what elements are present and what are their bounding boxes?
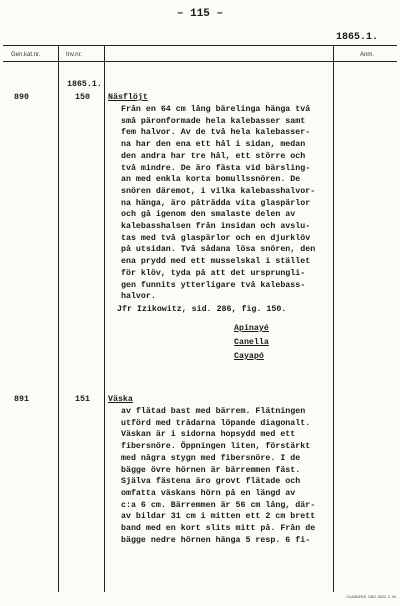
description-line: halvor. [121,292,156,302]
reference-line: Jfr Izikowitz, sid. 286, fig. 150. [117,305,287,314]
description-line: med några stygn med fibersnöre. I de [121,453,301,463]
description-line: fem halvor. Av de två hela kalebasser- [121,128,311,138]
description-line: kalebasshalsen från insidan och avslu- [121,222,311,231]
column-header-anm: Anm. [360,52,375,58]
description-line: fibersnöre. Öppningen liten, förstärkt [121,442,311,452]
description-line: an med enkla korta bomullssnören. De [121,175,301,185]
description-line: snören däremot, i vilka kalebasshalvor- [121,186,316,196]
description-line: Från en 64 cm lång bärelinga hänga två [121,105,311,114]
description-line: na har den ena ett hål i sidan, medan [121,140,306,150]
tribe-name: Apinayé [234,324,269,333]
column-header-inv: Inv.nr. [66,52,82,58]
gen-kat-number: 891 [14,395,29,404]
column-divider-1 [58,45,59,592]
description-line: Själva fästena äro grovt flätade och [121,477,301,487]
description-line: bägge övre hörnen är bärremmen fäst. [121,465,301,475]
description-line: små päronformade hela kalebasser samt [121,116,306,126]
header-top-rule [3,45,397,46]
description-line: Väskan är i sidorna hopsydd med ett [121,430,296,440]
description-line: av flätad bast med bärrem. Flätningen [121,407,306,416]
gen-kat-number: 890 [14,93,29,102]
description-line: omfatta väskans hörn på en längd av [121,488,296,498]
column-divider-2 [104,45,105,592]
description-line: för klöv, tyda på att det ursprungli- [121,268,306,278]
description-line: tas med två glaspärlor och en djurklöv [121,233,311,243]
description-line: na hänga, äro påträdda vita glaspärlor [121,198,311,208]
inv-number: 151 [75,395,90,404]
description-line: band med en kort slits mitt på. Från de [121,524,316,533]
description-line: på utsidan. Två sådana lösa snören, den [121,245,316,255]
description-line: ena prydd med ett musselskal i stället [121,257,311,267]
column-divider-3 [333,45,334,592]
page-number: – 115 – [176,8,224,20]
description-line: den andra har tre hål, ett större och [121,151,306,161]
inv-year: 1865.1. [67,80,102,89]
entry-title: Näsflöjt [108,93,148,102]
accession-ref: 1865.1. [335,32,378,43]
description-line: c:a 6 cm. Bärremmen är 56 cm lång, där- [121,500,316,510]
description-line: av bildar 31 cm i mitten ett 2 cm brett [121,512,316,522]
description-line: gen funnits ytterligare två kalebass- [121,280,306,290]
column-header-gen-kat: Gen.kat.nr. [11,52,41,58]
printer-stamp: CLANDERS. GBG. 6522. 2. 54. [346,595,397,599]
description-line: utförd med trådarna löpande diagonalt. [121,418,311,428]
tribe-name: Cayapó [234,352,264,361]
inv-number: 150 [75,93,90,102]
header-bottom-rule [3,61,397,62]
entry-title: Väska [108,395,133,404]
description-line: två mindre. De äro fästa vid bärsling- [121,163,311,173]
tribe-name: Canella [234,338,269,347]
description-line: och gå igenom den smalaste delen av [121,210,296,220]
description-line: bägge nedre hörnen hänga 5 resp. 6 fi- [121,535,311,545]
